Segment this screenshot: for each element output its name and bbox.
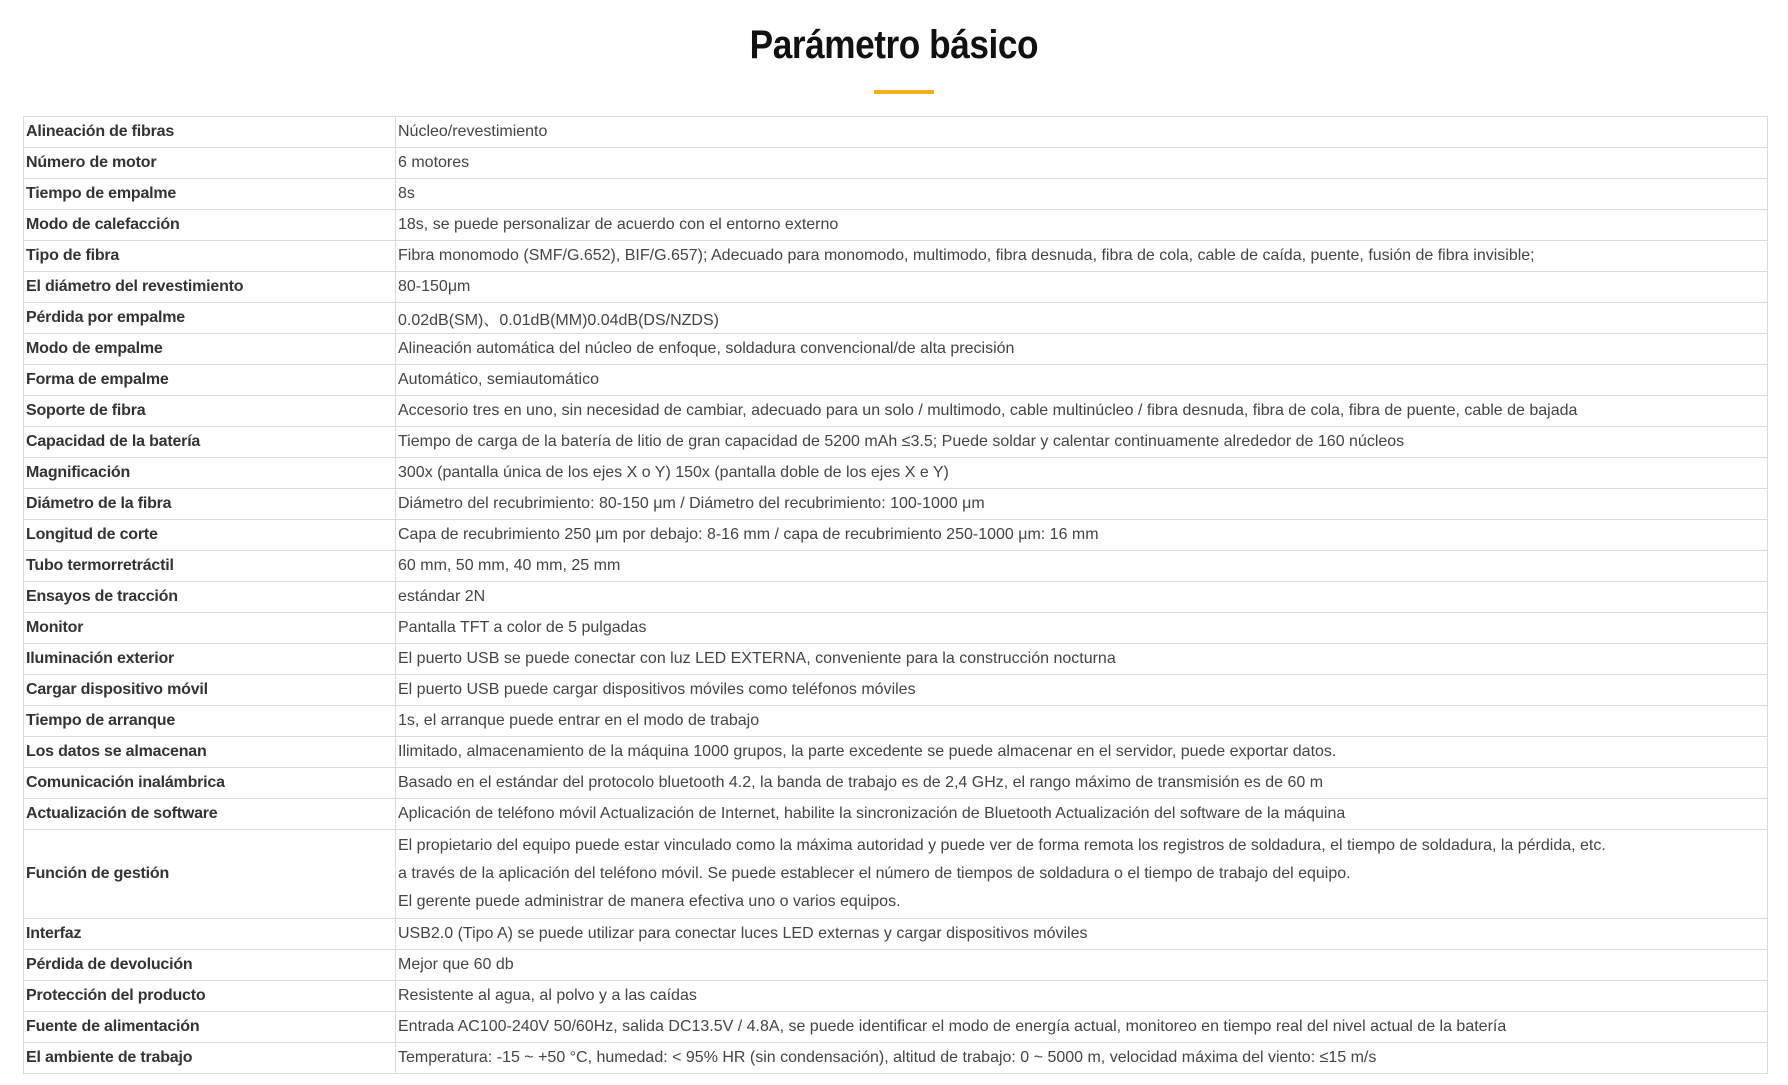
spec-value: Tiempo de carga de la batería de litio de gran capacidad de 5200 mAh ≤3.5; Puede soldar y calentar continuamente alrededor de 160 núcleos xyxy=(396,427,1768,458)
spec-label: Soporte de fibra xyxy=(24,396,396,427)
spec-table-body xyxy=(24,117,1768,1074)
spec-value: Ilimitado, almacenamiento de la máquina 1000 grupos, la parte excedente se puede almacenar en el servidor, puede exportar datos. xyxy=(396,737,1768,768)
spec-row xyxy=(24,1012,1768,1043)
spec-row xyxy=(24,148,1768,179)
spec-row xyxy=(24,768,1768,799)
spec-row xyxy=(24,799,1768,830)
spec-row xyxy=(24,644,1768,675)
spec-row xyxy=(24,396,1768,427)
spec-label: Tiempo de empalme xyxy=(24,179,396,210)
spec-value: 80-150μm xyxy=(396,272,1768,303)
spec-label: Tubo termorretráctil xyxy=(24,551,396,582)
spec-value-line: El gerente puede administrar de manera efectiva uno o varios equipos. xyxy=(398,893,901,910)
page-title: Parámetro básico xyxy=(749,23,1039,67)
spec-table xyxy=(23,116,1768,1074)
spec-label: Pérdida de devolución xyxy=(24,950,396,981)
spec-label: Los datos se almacenan xyxy=(24,737,396,768)
spec-label: Diámetro de la fibra xyxy=(24,489,396,520)
spec-row xyxy=(24,489,1768,520)
spec-value: 60 mm, 50 mm, 40 mm, 25 mm xyxy=(396,551,1768,582)
spec-value: Diámetro del recubrimiento: 80-150 μm / Diámetro del recubrimiento: 100-1000 μm xyxy=(396,489,1768,520)
spec-label: Tipo de fibra xyxy=(24,241,396,272)
spec-label: Protección del producto xyxy=(24,981,396,1012)
spec-label: Modo de empalme xyxy=(24,334,396,365)
spec-row xyxy=(24,551,1768,582)
spec-value: Pantalla TFT a color de 5 pulgadas xyxy=(396,613,1768,644)
spec-label: Pérdida por empalme xyxy=(24,303,396,334)
spec-value: Fibra monomodo (SMF/G.652), BIF/G.657); Adecuado para monomodo, multimodo, fibra desnuda, fibra de cola, cable de caída, puente, fusión de fibra invisible; xyxy=(396,241,1768,272)
spec-row xyxy=(24,117,1768,148)
spec-row xyxy=(24,179,1768,210)
spec-label: Monitor xyxy=(24,613,396,644)
spec-row xyxy=(24,706,1768,737)
spec-row xyxy=(24,737,1768,768)
spec-value: 6 motores xyxy=(396,148,1768,179)
spec-row xyxy=(24,950,1768,981)
spec-row xyxy=(24,613,1768,644)
spec-label: Cargar dispositivo móvil xyxy=(24,675,396,706)
spec-value: 0.02dB(SM)、0.01dB(MM)0.04dB(DS/NZDS) xyxy=(396,303,1768,334)
spec-value: Basado en el estándar del protocolo bluetooth 4.2, la banda de trabajo es de 2,4 GHz, el rango máximo de transmisión es de 60 m xyxy=(396,768,1768,799)
spec-value: Resistente al agua, al polvo y a las caídas xyxy=(396,981,1768,1012)
spec-value: Alineación automática del núcleo de enfoque, soldadura convencional/de alta precisión xyxy=(396,334,1768,365)
spec-label: Función de gestión xyxy=(24,830,396,919)
title-underline xyxy=(874,90,934,94)
spec-row xyxy=(24,675,1768,706)
spec-row xyxy=(24,919,1768,950)
spec-row xyxy=(24,427,1768,458)
spec-value: Automático, semiautomático xyxy=(396,365,1768,396)
spec-row xyxy=(24,303,1768,334)
spec-value: estándar 2N xyxy=(396,582,1768,613)
spec-value: Mejor que 60 db xyxy=(396,950,1768,981)
spec-value: Entrada AC100-240V 50/60Hz, salida DC13.5V / 4.8A, se puede identificar el modo de energía actual, monitoreo en tiempo real del nivel actual de la batería xyxy=(396,1012,1768,1043)
spec-value: 18s, se puede personalizar de acuerdo con el entorno externo xyxy=(396,210,1768,241)
spec-value-multiline xyxy=(396,830,1768,919)
spec-label: Alineación de fibras xyxy=(24,117,396,148)
spec-row xyxy=(24,334,1768,365)
spec-row xyxy=(24,210,1768,241)
spec-label: Actualización de software xyxy=(24,799,396,830)
title-section xyxy=(0,18,1788,72)
spec-value: Capa de recubrimiento 250 μm por debajo: 8-16 mm / capa de recubrimiento 250-1000 μm: 16 mm xyxy=(396,520,1768,551)
spec-label: Comunicación inalámbrica xyxy=(24,768,396,799)
spec-label: Interfaz xyxy=(24,919,396,950)
spec-label: Ensayos de tracción xyxy=(24,582,396,613)
spec-value: Accesorio tres en uno, sin necesidad de cambiar, adecuado para un solo / multimodo, cable multinúcleo / fibra desnuda, fibra de cola, fibra de puente, cable de bajada xyxy=(396,396,1768,427)
spec-row xyxy=(24,458,1768,489)
spec-value: Temperatura: -15 ~ +50 °C, humedad: < 95% HR (sin condensación), altitud de trabajo: 0 ~ 5000 m, velocidad máxima del viento: ≤15 m/s xyxy=(396,1043,1768,1074)
spec-label: Fuente de alimentación xyxy=(24,1012,396,1043)
spec-value: 1s, el arranque puede entrar en el modo de trabajo xyxy=(396,706,1768,737)
spec-value: Núcleo/revestimiento xyxy=(396,117,1768,148)
spec-value: Aplicación de teléfono móvil Actualización de Internet, habilite la sincronización de Bluetooth Actualización del software de la máquina xyxy=(396,799,1768,830)
spec-label: Capacidad de la batería xyxy=(24,427,396,458)
spec-value: El puerto USB se puede conectar con luz LED EXTERNA, conveniente para la construcción nocturna xyxy=(396,644,1768,675)
spec-label: Longitud de corte xyxy=(24,520,396,551)
spec-label: Tiempo de arranque xyxy=(24,706,396,737)
spec-value: 300x (pantalla única de los ejes X o Y) 150x (pantalla doble de los ejes X e Y) xyxy=(396,458,1768,489)
spec-row xyxy=(24,365,1768,396)
spec-row xyxy=(24,1043,1768,1074)
spec-value: USB2.0 (Tipo A) se puede utilizar para conectar luces LED externas y cargar dispositivos móviles xyxy=(396,919,1768,950)
spec-label: Iluminación exterior xyxy=(24,644,396,675)
spec-row xyxy=(24,241,1768,272)
spec-label: Modo de calefacción xyxy=(24,210,396,241)
spec-row xyxy=(24,272,1768,303)
spec-label: El diámetro del revestimiento xyxy=(24,272,396,303)
spec-value-line: a través de la aplicación del teléfono móvil. Se puede establecer el número de tiempos de soldadura o el tiempo de trabajo del equipo. xyxy=(398,865,1351,882)
spec-row xyxy=(24,520,1768,551)
spec-value: 8s xyxy=(396,179,1768,210)
spec-label: Número de motor xyxy=(24,148,396,179)
spec-row xyxy=(24,582,1768,613)
spec-label: Magnificación xyxy=(24,458,396,489)
spec-label: El ambiente de trabajo xyxy=(24,1043,396,1074)
spec-row xyxy=(24,830,1768,919)
spec-row xyxy=(24,981,1768,1012)
spec-label: Forma de empalme xyxy=(24,365,396,396)
spec-value: El puerto USB puede cargar dispositivos móviles como teléfonos móviles xyxy=(396,675,1768,706)
spec-value-line: El propietario del equipo puede estar vinculado como la máxima autoridad y puede ver de forma remota los registros de soldadura, el tiempo de soldadura, la pérdida, etc. xyxy=(398,837,1606,854)
